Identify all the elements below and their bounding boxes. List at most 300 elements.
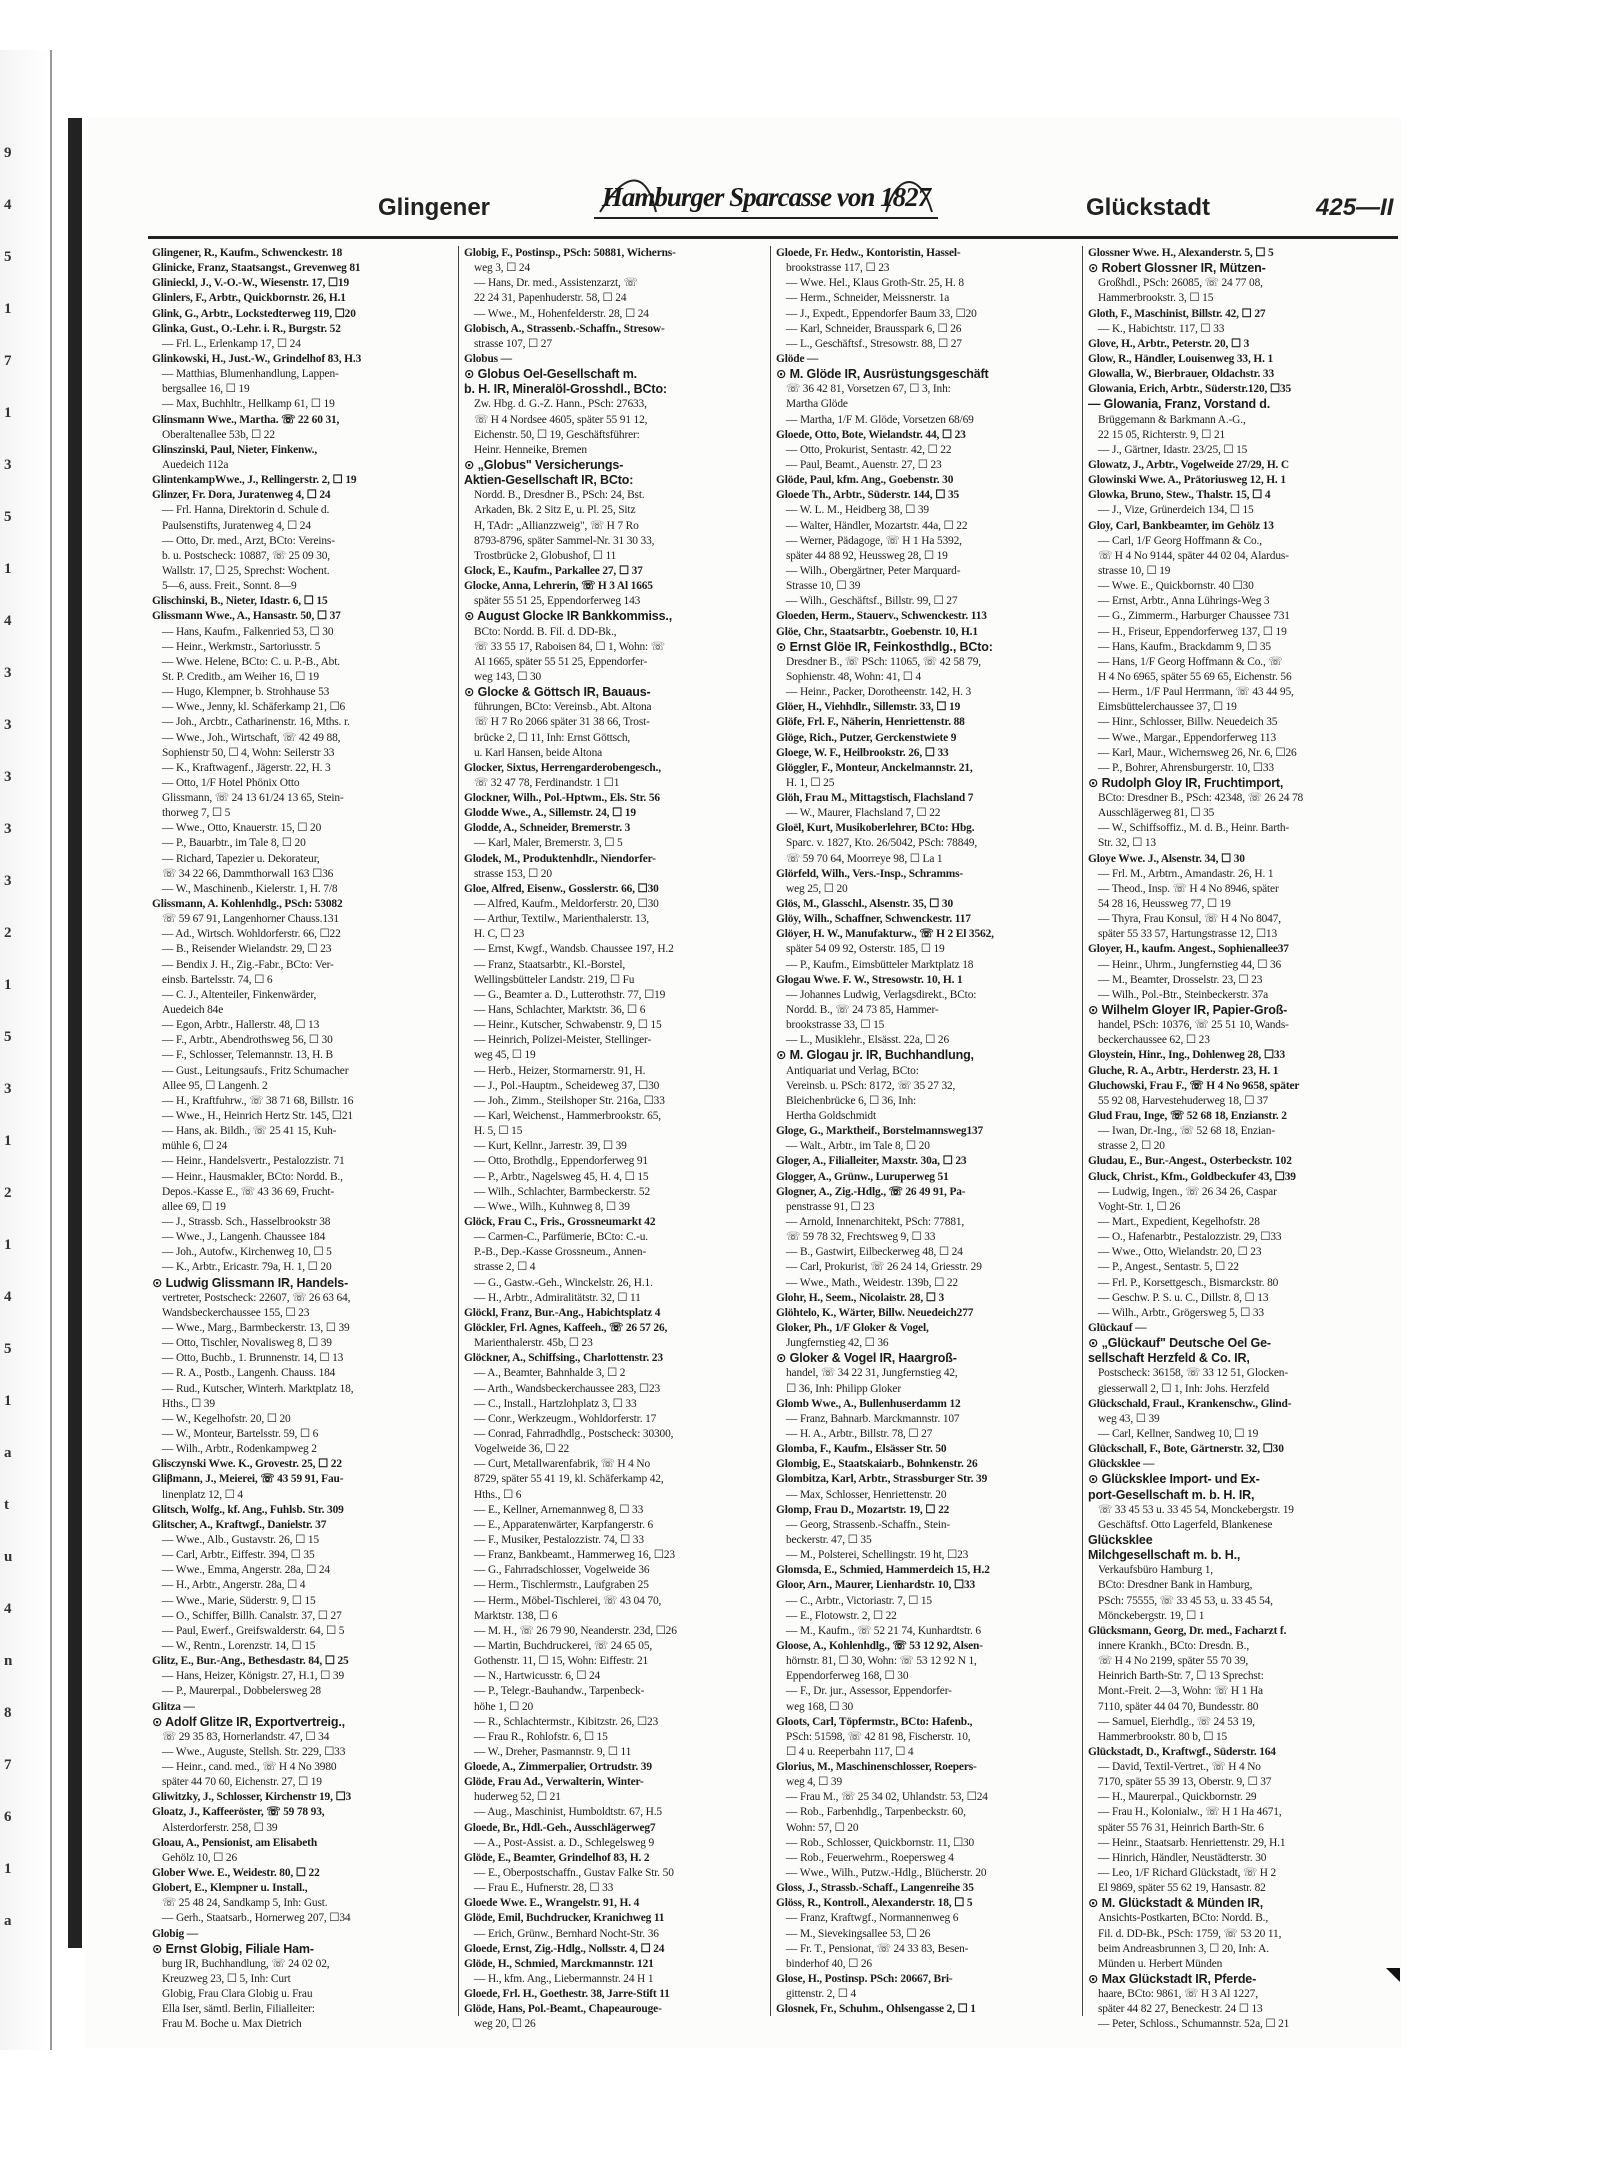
directory-entry-line: Glose, H., Postinsp. PSch: 20667, Bri- [776,1973,953,1986]
directory-entry-line: Hths., ☐ 39 [162,1397,215,1410]
directory-entry-line: — Wwe. E., Quickbornstr. 40 ☐30 [1098,580,1254,593]
directory-entry-line: Glocker, Sixtus, Herrengarderobengesch., [464,761,661,774]
directory-entry-line: ☏ 59 70 64, Moorreye 98, ☐ La 1 [786,852,943,865]
directory-entry-line: Großhdl., PSch: 26085, ☏ 24 77 08, [1098,277,1263,290]
directory-entry-line: — Paul, Beamt., Auenstr. 27, ☐ 23 [786,458,942,471]
directory-entry-line: — F., Musiker, Pestalozzistr. 74, ☐ 33 [474,1533,644,1546]
directory-entry-line: — Rob., Schlosser, Quickbornstr. 11, ☐30 [786,1836,975,1849]
directory-entry-line: Gloe, Alfred, Eisenw., Gosslerstr. 66, ☐30 [464,882,659,895]
edge-character: 2 [4,1185,12,1201]
directory-entry-line: — P., Maurerpal., Dobbelersweg 28 [162,1685,321,1698]
directory-entry-line: Gliβmann, J., Meierei, ☏ 43 59 91, Fau- [152,1473,344,1486]
banner-text: Hamburger Sparcasse von 1827 [601,182,931,212]
directory-entry-line: ☏ 34 22 66, Dammthorwall 163 ☐36 [162,867,334,880]
directory-entry-line: ⊙ „Globus" Versicherungs- [464,457,624,472]
directory-entry-line: weg 25, ☐ 20 [786,882,848,895]
directory-entry-line: — K., Habichtstr. 117, ☐ 33 [1098,322,1225,335]
directory-entry-line: — Egon, Arbtr., Hallerstr. 48, ☐ 13 [162,1019,320,1032]
directory-entry-line: — Matthias, Blumenhandlung, Lappen- [162,368,339,381]
directory-entry-line: höhe 1, ☐ 20 [474,1700,534,1713]
edge-character: 5 [4,1029,12,1045]
directory-entry-line: Trostbrücke 2, Globushof, ☐ 11 [474,549,617,562]
directory-entry-line: ⊙ Wilhelm Gloyer IR, Papier-Groß- [1088,1003,1288,1018]
directory-entry-line: PSch: 75555, ☏ 33 45 53, u. 33 45 54, [1098,1594,1273,1607]
edge-character: 3 [4,769,12,785]
directory-entry-line: Verkaufsbüro Hamburg 1, [1098,1564,1213,1577]
directory-entry-line: Glöss, R., Kontroll., Alexanderstr. 18, ☐ 5 [776,1897,973,1910]
directory-entry-line: Glöde, Paul, kfm. Ang., Goebenstr. 30 [776,474,954,487]
directory-entry-line: — David, Textil-Vertret., ☏ H 4 No [1098,1761,1261,1774]
directory-entry-line: ⊙ M. Glückstadt & Münden IR, [1088,1896,1264,1911]
directory-entry-line: Gloede, Fr. Hedw., Kontoristin, Hassel- [776,247,961,259]
directory-entry-line: Glockner, Wilh., Pol.-Hptwm., Els. Str. 56 [464,792,660,805]
directory-entry-line: — N., Hartwicusstr. 6, ☐ 24 [474,1670,601,1683]
directory-entry-line: — L., Geschäftsf., Stresowstr. 88, ☐ 27 [786,337,962,350]
directory-entry-line: Vogelweide 36, ☐ 22 [474,1443,570,1456]
directory-entry-line: strasse 153, ☐ 20 [474,867,552,880]
directory-entry-line: — Heinr., Packer, Dorotheenstr. 142, H. 3 [786,686,972,699]
directory-entry-line: Glitza — [152,1700,195,1713]
directory-entry-line: — P., Bohrer, Ahrensburgerstr. 10, ☐33 [1098,761,1274,774]
directory-entry-line: — B., Reisender Wielandstr. 29, ☐ 23 [162,943,332,956]
directory-entry-line: — Hinrich, Händler, Neustädterstr. 30 [1098,1851,1267,1864]
directory-entry-line: Glowalla, W., Bierbrauer, Oldachstr. 33 [1088,368,1275,381]
directory-entry-line: weg 45, ☐ 19 [474,1049,536,1062]
directory-entry-line: — Hans, ak. Bildh., ☏ 25 41 15, Kuh- [162,1125,337,1138]
directory-entry-line: Glücksmann, Georg, Dr. med., Facharzt f. [1088,1624,1287,1637]
directory-entry-line: — J., Strassb. Sch., Hasselbrookstr 38 [162,1216,331,1228]
directory-entry-line: Glodde, A., Schneider, Bremerstr. 3 [464,822,631,835]
directory-entry-line: Glinieckl, J., V.-O.-W., Wiesenstr. 17, ☐19 [152,277,350,290]
directory-entry-line: — M., Kaufm., ☏ 52 21 74, Kunhardtstr. 6 [786,1624,981,1637]
directory-entry-line: — Rud., Kutscher, Winterh. Marktplatz 18, [162,1382,354,1395]
directory-entry-line: — Karl, Maler, Bremerstr. 3, ☐ 5 [474,837,623,850]
directory-entry-line: ☐ 4 u. Reeperbahn 117, ☐ 4 [786,1745,914,1758]
directory-entry-line: — H., kfm. Ang., Liebermannstr. 24 H 1 [474,1973,654,1986]
directory-entry-line: Glinzer, Fr. Dora, Juratenweg 4, ☐ 24 [152,489,331,502]
directory-entry-line: — Wilh., Arbtr., Rodenkampweg 2 [162,1443,317,1456]
edge-character: 3 [4,821,12,837]
directory-entry-line: ⊙ Max Glückstadt IR, Pferde- [1088,1972,1257,1987]
directory-entry-line: — Hans, Heizer, Königstr. 27, H.1, ☐ 39 [162,1670,345,1683]
directory-entry-line: Aktien-Gesellschaft IR, BCto: [464,473,634,488]
directory-entry-line: — A., Beamter, Bahnhalde 3, ☐ 2 [474,1367,626,1380]
directory-entry-line: P.-B., Dep.-Kasse Grossneum., Annen- [474,1246,647,1259]
directory-entry-line: — G., Zimmerm., Harburger Chaussee 731 [1098,610,1290,623]
directory-entry-line: — K., Kraftwagenf., Jägerstr. 22, H. 3 [162,761,331,774]
directory-entry-line: — Wilh., Schlachter, Barmbeckerstr. 52 [474,1185,651,1198]
directory-entry-line: — E., Kellner, Arnemannweg 8, ☐ 33 [474,1503,644,1516]
directory-entry-line: — Martin, Buchdruckerei, ☏ 24 65 05, [474,1639,653,1652]
directory-entry-line: Glinicke, Franz, Staatsangst., Grevenweg 81 [152,262,361,275]
directory-entry-line: Glomba, F., Kaufm., Elsässer Str. 50 [776,1443,947,1456]
directory-entry-line: — Heinr., Handelsvertr., Pestalozzistr. 71 [162,1155,345,1168]
directory-entry-line: Dresdner B., ☏ PSch: 11065, ☏ 42 58 79, [786,655,981,668]
directory-entry-line: — Glowania, Franz, Vorstand d. [1088,397,1271,412]
directory-entry-line: — Wwe., Otto, Wielandstr. 20, ☐ 23 [1098,1246,1262,1259]
edge-character: 1 [4,1861,12,1877]
directory-entry-line: — Hans, Kaufm., Falkenried 53, ☐ 30 [162,625,334,638]
directory-entry-line: — M., Polsterei, Schellingstr. 19 ht, ☐23 [786,1549,969,1562]
directory-entry-line: weg 4, ☐ 39 [786,1776,843,1789]
directory-entry-line: Martha Glöde [786,398,848,411]
directory-entry-line: ⊙ „Glückauf" Deutsche Oel Ge- [1088,1336,1271,1351]
directory-entry-line: — Richard, Tapezier u. Dekorateur, [162,852,320,865]
directory-entry-line: Gloatz, J., Kaffeeröster, ☏ 59 78 93, [152,1806,325,1819]
directory-entry-line: Nordd. B., ☏ 24 73 85, Hammer- [786,1004,939,1017]
directory-entry-line: weg 3, ☐ 24 [474,262,531,275]
directory-entry-line: Marienthalerstr. 45b, ☐ 23 [474,1337,593,1350]
directory-entry-line: Glöy, Wilh., Schaffner, Schwenckestr. 117 [776,913,971,926]
directory-entry-line: Glöckl, Franz, Bur.-Ang., Habichtsplatz 4 [464,1306,661,1319]
directory-entry-line: — W., Dreher, Pasmannstr. 9, ☐ 11 [474,1745,632,1758]
directory-entry-line: — Carl, 1/F Georg Hoffmann & Co., [1098,534,1262,547]
directory-entry-line: Heinr. Henneike, Bremen [474,443,587,456]
directory-entry-line: Arkaden, Bk. 2 Sitz E, u. Pl. 25, Sitz [474,504,636,517]
directory-entry-line: Postscheck: 36158, ☏ 33 12 51, Glocken- [1098,1367,1288,1380]
directory-entry-line: — Frl. M., Arbtrn., Amandastr. 26, H. 1 [1098,867,1274,880]
directory-entry-line: Sophienstr. 48, Wohn: 41, ☐ 4 [786,670,922,683]
directory-entry-line: Gloger, A., Filialleiter, Maxstr. 30a, ☐ 23 [776,1155,967,1168]
directory-entry-line: thorweg 7, ☐ 5 [162,807,231,820]
directory-entry-line: Gloau, A., Pensionist, am Elisabeth [152,1836,318,1849]
directory-entry-line: Globert, E., Klempner u. Install., [152,1882,308,1895]
directory-entry-line: — Rob., Feuerwehrm., Roepersweg 4 [786,1851,954,1864]
directory-entry-line: — J., Expedt., Eppendorfer Baum 33, ☐20 [786,307,977,320]
directory-entry-line: — Curt, Metallwarenfabrik, ☏ H 4 No [474,1458,651,1471]
edge-character: 4 [4,613,12,629]
directory-entry-line: — H., Maurerpal., Quickbornstr. 29 [1098,1791,1257,1804]
directory-entry-line: Glomb Wwe., A., Bullenhuserdamm 12 [776,1397,961,1410]
directory-entry-line: Gloose, A., Kohlenhdlg., ☏ 53 12 92, Alsen- [776,1639,983,1652]
directory-entry-line: ⊙ Glücksklee Import- und Ex- [1088,1472,1260,1487]
directory-entry-line: — Joh., Arcbtr., Catharinenstr. 16, Mths. r. [162,716,350,729]
directory-entry-line: Globus — [464,352,512,365]
directory-entry-line: — Herb., Heizer, Stormarnerstr. 91, H. [474,1064,646,1077]
directory-entry-line: später 44 82 27, Beneckestr. 24 ☐ 13 [1098,2003,1263,2016]
directory-entry-line: Str. 32, ☐ 13 [1098,837,1156,850]
directory-entry-line: — Ad., Wirtsch. Wohldorferstr. 66, ☐22 [162,928,341,941]
directory-entry-line: — Gust., Leitungsaufs., Fritz Schumacher [162,1064,349,1077]
directory-entry-line: — Hans, 1/F Georg Hoffmann & Co., ☏ [1098,655,1283,668]
directory-entry-line: — Wwe., J., Langenh. Chaussee 184 [162,1231,326,1244]
directory-entry-line: Gloël, Kurt, Musikoberlehrer, BCto: Hbg. [776,822,975,835]
directory-entry-line: Gehölz 10, ☐ 26 [162,1851,238,1864]
edge-character: 8 [4,1705,12,1721]
directory-entry-line: Gloy, Carl, Bankbeamter, im Gehölz 13 [1088,519,1274,532]
directory-entry-line: Glowka, Bruno, Stew., Thalstr. 15, ☐ 4 [1088,489,1271,502]
directory-entry-line: Hertha Goldschmidt [786,1110,876,1123]
directory-entry-line: Ausschlägerweg 81, ☐ 35 [1098,807,1215,820]
directory-entry-line: Glogau Wwe. F. W., Stresowstr. 10, H. 1 [776,973,963,986]
directory-entry-line: — Frl. P., Korsettgesch., Bismarckstr. 80 [1098,1276,1279,1289]
directory-entry-line: Brüggemann & Barkmann A.-G., [1098,413,1246,426]
directory-entry-line: GlintenkampWwe., J., Rellingerstr. 2, ☐ 19 [152,474,357,487]
directory-entry-line: — Max, Buchhltr., Hellkamp 61, ☐ 19 [162,398,335,411]
directory-entry-line: ⊙ Adolf Glitze IR, Exportvertreig., [152,1714,345,1729]
directory-entry-line: Heinrich Barth-Str. 7, ☐ 13 Sprechst: [1098,1670,1264,1683]
edge-character: 4 [4,1601,12,1617]
column-divider [770,246,771,2016]
directory-entry-line: Sophienstr 50, ☐ 4, Wohn: Seilerstr 33 [162,746,335,759]
directory-entry-line: 7170, später 55 39 13, Oberstr. 9, ☐ 37 [1098,1776,1272,1789]
directory-entry-line: Glogner, A., Zig.-Hdlg., ☏ 26 49 91, Pa- [776,1185,966,1198]
directory-entry-line: — Herm., 1/F Paul Herrmann, ☏ 43 44 95, [1098,686,1294,699]
directory-entry-line: Gloth, F., Maschinist, Billstr. 42, ☐ 27 [1088,307,1266,320]
directory-entry-line: Glocke, Anna, Lehrerin, ☏ H 3 Al 1665 [464,580,653,593]
directory-entry-line: Eichenstr. 50, ☐ 19, Geschäftsführer: [474,428,640,441]
directory-entry-line: Glöhtelo, K., Wärter, Billw. Neuedeich277 [776,1306,974,1319]
edge-character: 3 [4,873,12,889]
directory-entry-line: penstrasse 91, ☐ 23 [786,1200,875,1213]
directory-entry-line: Glischinski, B., Nieter, Idastr. 6, ☐ 15 [152,595,328,608]
directory-entry-line: Auedeich 112a [162,458,229,471]
directory-entry-line: — Carl, Kellner, Sandweg 10, ☐ 19 [1098,1427,1259,1440]
directory-entry-line: — Wwe. Hel., Klaus Groth-Str. 25, H. 8 [786,277,964,290]
directory-entry-line: Glöckner, A., Schiffsing., Charlottenstr. 23 [464,1352,663,1365]
directory-entry-line: Glöckler, Frl. Agnes, Kaffeeh., ☏ 26 57 26, [464,1321,668,1334]
directory-entry-line: Glöde, Emil, Buchdrucker, Kranichweg 11 [464,1912,665,1925]
sparcasse-banner [586,166,946,224]
directory-entry-line: Wandsbeckerchaussee 155, ☐ 23 [162,1306,310,1319]
directory-entry-line: Gloede Th., Arbtr., Süderstr. 144, ☐ 35 [776,489,960,502]
directory-entry-line: — G., Fahrradschlosser, Vogelweide 36 [474,1564,650,1577]
directory-entry-line: Fil. d. DD-Bk., PSch: 1759, ☏ 53 20 11, [1098,1927,1282,1940]
directory-entry-line: — Arthur, Textilw., Marienthalerstr. 13, [474,913,649,926]
column-divider [1082,246,1083,2016]
directory-entry-line: Glöde, Frau Ad., Verwalterin, Winter- [464,1776,644,1789]
directory-entry-line: ⊙ Ludwig Glissmann IR, Handels- [152,1275,349,1290]
directory-entry-line: Milchgesellschaft m. b. H., [1088,1548,1241,1563]
directory-entry-line: Glowatz, J., Arbtr., Vogelweide 27/29, H. C [1088,458,1289,471]
directory-entry-line: — Peter, Schloss., Schumannstr. 52a, ☐ 21 [1098,2018,1290,2031]
directory-entry-line: — W. L. M., Heidberg 38, ☐ 39 [786,504,929,517]
directory-entry-line: Globig, Frau Clara Globig u. Frau [162,1988,313,2001]
directory-entry-line: Glorius, M., Maschinenschlosser, Roepers- [776,1761,977,1774]
directory-entry-line: — Hans, Schlachter, Marktstr. 36, ☐ 6 [474,1004,646,1017]
directory-entry-line: Glossner Wwe. H., Alexanderstr. 5, ☐ 5 [1088,247,1274,259]
directory-entry-line: führungen, BCto: Vereinsb., Abt. Altona [474,701,652,714]
directory-entry-line: Mont.-Freit. 2—3, Wohn: ☏ H 1 Ha [1098,1685,1263,1698]
directory-entry-line: — Theod., Insp. ☏ H 4 No 8946, später [1098,882,1279,895]
directory-entry-line: Hammerbrookstr. 3, ☐ 15 [1098,292,1214,305]
adjacent-page-edge [0,50,52,2050]
directory-entry-line: Glud Frau, Inge, ☏ 52 68 18, Enzianstr. 2 [1088,1110,1287,1123]
directory-entry-line: Nordd. B., Dresdner B., PSch: 24, Bst. [474,489,645,502]
directory-entry-line: handel, ☏ 34 22 31, Jungfernstieg 42, [786,1367,958,1380]
directory-entry-line: — Ernst, Arbtr., Anna Lührings-Weg 3 [1098,595,1270,608]
page-number: 425—II [1316,194,1394,221]
directory-entry-line: — Frau E., Hufnerstr. 28, ☐ 33 [474,1882,614,1895]
directory-entry-line: Globig, F., Postinsp., PSch: 50881, Wicherns- [464,247,676,259]
directory-entry-line: — H., Arbtr., Admiralitätstr. 32, ☐ 11 [474,1291,641,1304]
directory-entry-line: Glinlers, F., Arbtr., Quickbornstr. 26, H.1 [152,292,346,305]
directory-entry-line: Marktstr. 138, ☐ 6 [474,1609,558,1622]
directory-entry-line: — Wwe., Alb., Gustavstr. 26, ☐ 15 [162,1533,319,1546]
directory-entry-line: Gluchowski, Frau F., ☏ H 4 No 9658, später [1088,1079,1300,1092]
directory-entry-line: — Karl, Weichenst., Hammerbrookstr. 65, [474,1110,661,1123]
directory-entry-line: — W., Maurer, Flachsland 7, ☐ 22 [786,807,941,820]
directory-entry-line: binderhof 40, ☐ 26 [786,1957,872,1970]
edge-character: 3 [4,457,12,473]
directory-entry-line: Gloots, Carl, Töpfermstr., BCto: Hafenb., [776,1715,973,1728]
directory-entry-line: — Rob., Farbenhdlg., Tarpenbeckstr. 60, [786,1806,966,1819]
directory-entry-line: ⊙ M. Glöde IR, Ausrüstungsgeschäft [776,367,989,382]
directory-entry-line: — Wwe., Emma, Angerstr. 28a, ☐ 24 [162,1564,330,1577]
directory-entry-line: Gloede Wwe. E., Wrangelstr. 91, H. 4 [464,1897,640,1910]
edge-character: 3 [4,717,12,733]
edge-character: 6 [4,1809,12,1825]
directory-entry-line: ☏ H 7 Ro 2066 später 31 38 66, Trost- [474,716,650,729]
directory-entry-line: ⊙ M. Glogau jr. IR, Buchhandlung, [776,1048,974,1063]
directory-entry-line: Gloge, G., Marktheif., Borstelmannsweg137 [776,1125,984,1138]
directory-entry-line: — Conrad, Fahrradhdlg., Postscheck: 30300, [474,1427,674,1440]
directory-entry-line: — M., Beamter, Drosselstr. 23, ☐ 23 [1098,973,1263,986]
directory-entry-line: Glock, E., Kaufm., Parkallee 27, ☐ 37 [464,564,643,577]
edge-character: 5 [4,1341,12,1357]
directory-entry-line: beim Andreasbrunnen 3, ☐ 20, Inh: A. [1098,1942,1269,1955]
directory-entry-line: Glomsda, E., Schmied, Hammerdeich 15, H.2 [776,1564,990,1577]
directory-entry-line: — C. J., Altenteiler, Finkenwärder, [162,988,317,1001]
directory-entry-line: Gothenstr. 11, ☐ 15, Wohn: Eiffestr. 21 [474,1655,649,1668]
edge-character: 5 [4,249,12,265]
directory-entry-line: Glückauf — [1088,1321,1147,1334]
directory-entry-line: — Franz, Bankbeamt., Hammerweg 16, ☐23 [474,1549,675,1562]
directory-entry-line: — W., Rentn., Lorenzstr. 14, ☐ 15 [162,1639,316,1652]
edge-character: 1 [4,977,12,993]
directory-entry-line: weg 43, ☐ 39 [1098,1412,1160,1425]
directory-entry-line: Paulsenstifts, Juratenweg 4, ☐ 24 [162,519,311,532]
directory-entry-line: huderweg 52, ☐ 21 [474,1791,561,1804]
directory-entry-line: — Martha, 1/F M. Glöde, Vorsetzen 68/69 [786,413,974,426]
edge-character: 1 [4,561,12,577]
directory-entry-line: — Mart., Expedient, Kegelhofstr. 28 [1098,1216,1260,1228]
edge-character: 1 [4,405,12,421]
directory-entry-line: Glückstadt, D., Kraftwgf., Süderstr. 164 [1088,1745,1276,1758]
directory-entry-line: Glinkowski, H., Just.-W., Grindelhof 83, H.3 [152,352,362,365]
entry-columns [152,246,1397,2031]
directory-entry-line: — O., Schiffer, Billh. Canalstr. 37, ☐ 27 [162,1609,342,1622]
directory-entry-line: St. P. Creditb., am Weiher 16, ☐ 19 [162,670,319,683]
directory-entry-line: — Paul, Ewerf., Greifswalderstr. 64, ☐ 5 [162,1624,345,1637]
directory-entry-line: — H., Friseur, Eppendorferweg 137, ☐ 19 [1098,625,1287,638]
directory-entry-line: beckerstr. 47, ☐ 35 [786,1533,872,1546]
directory-entry-line: Gloyer, H., kaufm. Angest., Sophienallee37 [1088,943,1289,956]
directory-entry-line: — Otto, Brothdlg., Eppendorferweg 91 [474,1155,648,1168]
directory-entry-line: ⊙ Glocke & Göttsch IR, Bauaus- [464,685,651,700]
directory-entry-line: — P., Kaufm., Eimsbütteler Marktplatz 18 [786,958,974,971]
directory-entry-line: 5—6, auss. Freit., Sonnt. 8—9 [162,580,297,593]
directory-entry-line: Voght-Str. 1, ☐ 26 [1098,1200,1181,1213]
directory-entry-line: Ella Iser, sämtl. Berlin, Filialleiter: [162,2003,315,2016]
directory-entry-line: Glombig, E., Staatskaiarb., Bohnkenstr. 26 [776,1458,978,1471]
directory-entry-line: — F., Schlosser, Telemannstr. 13, H. B [162,1049,334,1062]
directory-entry-line: — Wwe., M., Hohenfelderstr. 28, ☐ 24 [474,307,649,320]
directory-entry-line: — Wwe., Margar., Eppendorferweg 113 [1098,731,1277,744]
column-2 [464,246,764,2031]
directory-entry-line: sellschaft Herzfeld & Co. IR, [1088,1351,1250,1366]
directory-entry-line: haare, BCto: 9861, ☏ H 3 Al 1227, [1098,1988,1258,2001]
edge-character: a [4,1913,12,1929]
edge-character: 1 [4,301,12,317]
directory-entry-line: burg IR, Buchhandlung, ☏ 24 02 02, [162,1957,330,1970]
directory-entry-line: Wellingsbütteler Landstr. 219, ☐ Fu [474,973,635,986]
directory-entry-line: H. 5, ☐ 15 [474,1125,523,1138]
directory-entry-line: Frau M. Boche u. Max Dietrich [162,2018,302,2031]
directory-entry-line: — J., Vize, Grünerdeich 134, ☐ 15 [1098,504,1254,517]
directory-entry-line: H. C, ☐ 23 [474,928,525,941]
edge-character: 1 [4,1133,12,1149]
edge-character: 4 [4,197,12,213]
column-1 [152,246,452,2031]
directory-entry-line: innere Krankh., BCto: Dresdn. B., [1098,1639,1250,1652]
directory-entry-line: strasse 107, ☐ 27 [474,337,552,350]
directory-entry-line: Wohn: 57, ☐ 20 [786,1821,859,1834]
directory-entry-line: Glöyer, H. W., Manufakturw., ☏ H 2 El 3562, [776,928,994,941]
edge-character: a [4,1445,12,1461]
directory-entry-line: Glodde Wwe., A., Sillemstr. 24, ☐ 19 [464,807,636,820]
header-rule [148,236,1398,239]
directory-entry-line: Ansichts-Postkarten, BCto: Nordd. B., [1098,1912,1269,1925]
directory-entry-line: — W., Maschinenb., Kielerstr. 1, H. 7/8 [162,882,338,895]
directory-entry-line: Gloede, Br., Hdl.-Geh., Ausschlägerweg7 [464,1821,656,1834]
directory-entry-line: — C., Install., Hartzlohplatz 3, ☐ 33 [474,1397,637,1410]
directory-entry-line: Jungfernstieg 42, ☐ 36 [786,1337,889,1350]
directory-entry-line: — E., Oberpostschaffn., Gustav Falke Str. 50 [474,1867,674,1880]
directory-entry-line: — W., Kegelhofstr. 20, ☐ 20 [162,1412,291,1425]
directory-entry-line: — Ludwig, Ingen., ☏ 26 34 26, Caspar [1098,1185,1277,1198]
directory-entry-line: strasse 2, ☐ 20 [1098,1140,1165,1153]
directory-entry-line: Gloede, Otto, Bote, Wielandstr. 44, ☐ 23 [776,428,966,441]
directory-entry-line: Gloker, Ph., 1/F Gloker & Vogel, [776,1321,929,1334]
directory-entry-line: ☏ 32 47 78, Ferdinandstr. 1 ☐1 [474,776,620,789]
header-last-entry: Glückstadt [1086,194,1211,221]
directory-entry-line: — Heinr., Hausmakler, BCto: Nordd. B., [162,1170,343,1183]
directory-entry-line: — Herm., Schneider, Meissnerstr. 1a [786,292,950,305]
directory-entry-line: — F., Arbtr., Abendrothsweg 56, ☐ 30 [162,1034,333,1047]
directory-entry-line: — Carmen-C., Parfümerie, BCto: C.-u. [474,1231,648,1244]
directory-entry-line: — Heinrich, Polizei-Meister, Stellinger- [474,1034,652,1047]
directory-entry-line: H 4 No 6965, später 55 69 65, Eichenstr. 56 [1098,670,1292,683]
directory-entry-line: Glinszinski, Paul, Nieter, Finkenw., [152,443,318,456]
directory-entry-line: ☏ 25 48 24, Sandkamp 5, Inh: Gust. [162,1897,328,1910]
directory-entry-line: BCto: Dresdner B., PSch: 42348, ☏ 26 24 78 [1098,792,1304,805]
directory-entry-line: — Erich, Grünw., Bernhard Nocht-Str. 36 [474,1927,659,1940]
directory-entry-line: — Wwe., Math., Weidestr. 139b, ☐ 22 [786,1276,958,1289]
directory-entry-line: Allee 95, ☐ Langenh. 2 [162,1079,268,1092]
directory-entry-line: — J., Pol.-Hauptm., Scheideweg 37, ☐30 [474,1079,660,1092]
directory-entry-line: Glodek, M., Produktenhdlr., Niendorfer- [464,852,656,865]
directory-entry-line: Glohr, H., Seem., Nicolaistr. 28, ☐ 3 [776,1291,945,1304]
page-header [86,158,1401,221]
directory-entry-line: Zw. Hbg. d. G.-Z. Hann., PSch: 27633, [474,398,647,411]
directory-entry-line: 55 92 08, Harvestehuderweg 18, ☐ 37 [1098,1094,1269,1107]
directory-entry-line: mühle 6, ☐ 24 [162,1140,228,1153]
directory-entry-line: später 44 70 60, Eichenstr. 27, ☐ 19 [162,1776,322,1789]
directory-entry-line: — Frau R., Rohlofstr. 6, ☐ 15 [474,1730,608,1743]
directory-entry-line: Glissmann, ☏ 24 13 61/24 13 65, Stein- [162,792,344,805]
directory-entry-line: — Otto, Buchb., 1. Brunnenstr. 14, ☐ 13 [162,1352,344,1365]
directory-entry-line: Eimsbüttelerchaussee 37, ☐ 19 [1098,701,1237,714]
directory-entry-line: Gloede, A., Zimmerpalier, Ortrudstr. 39 [464,1761,652,1774]
directory-entry-line: Glöggler, F., Monteur, Anckelmannstr. 21, [776,761,973,774]
column-3 [776,246,1076,2016]
directory-entry-line: — C., Arbtr., Victoriastr. 7, ☐ 15 [786,1594,932,1607]
directory-entry-line: weg 168, ☐ 30 [786,1700,854,1713]
directory-entry-line: einsb. Bartelsstr. 74, ☐ 6 [162,973,273,986]
directory-entry-line: 8793-8796, später Sammel-Nr. 31 30 33, [474,534,655,547]
directory-entry-line: — Fr. T., Pensionat, ☏ 24 33 83, Besen- [786,1942,969,1955]
